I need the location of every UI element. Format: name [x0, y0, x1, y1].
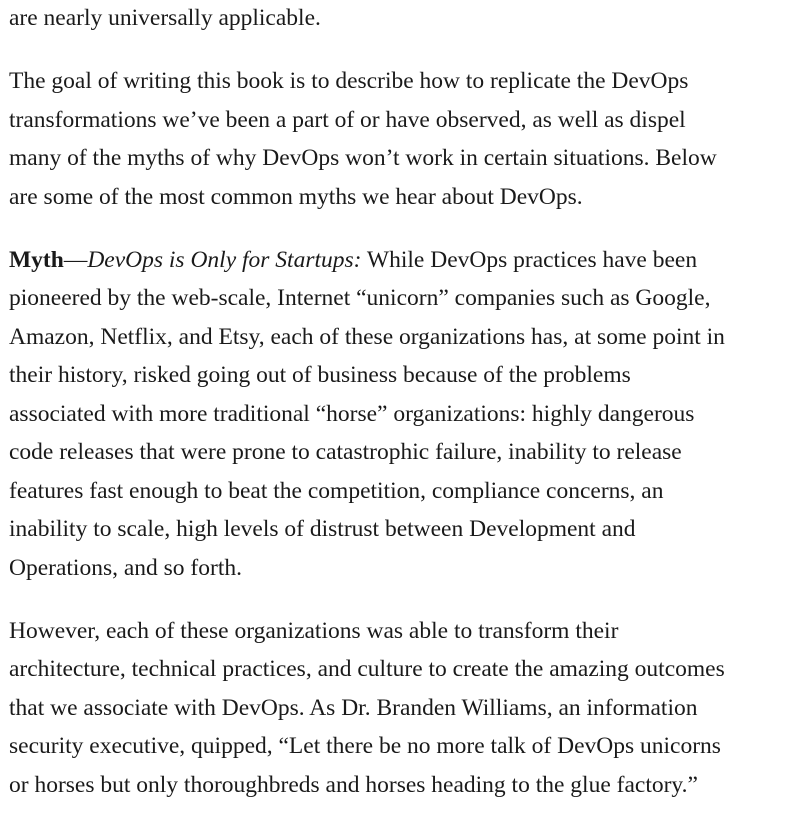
book-page [9, 0, 793, 829]
text-line: Operations, and so forth. [9, 554, 242, 581]
myth-dash: — [63, 246, 88, 273]
myth-first-line-text: While DevOps practices have been [361, 246, 698, 273]
text-line: or horses but only thoroughbreds and horses heading to the glue factory.” [9, 771, 698, 798]
text-line: associated with more traditional “horse” organizations: highly dangerous [9, 400, 695, 427]
text-line: security executive, quipped, “Let there be no more talk of DevOps unicorns [9, 733, 721, 759]
paragraph-transformation [9, 612, 793, 805]
text-line: However, each of these organizations was able to transform their [9, 617, 619, 644]
text-line: pioneered by the web-scale, Internet “unicorn” companies such as Google, [9, 285, 711, 311]
paragraph-intro-end [9, 0, 793, 38]
paragraph-myth-startups [9, 241, 793, 588]
text-line: The goal of writing this book is to describe how to replicate the DevOps [9, 68, 689, 94]
text-line: code releases that were prone to catastrophic failure, inability to release [9, 439, 682, 465]
text-line: Amazon, Netflix, and Etsy, each of these organizations has, at some point in [9, 323, 725, 350]
text-line: features fast enough to beat the competition, compliance concerns, an [9, 477, 664, 504]
paragraph-book-goal [9, 62, 793, 216]
myth-title: DevOps is Only for Startups: [87, 246, 362, 273]
text-line: are some of the most common myths we hear about DevOps. [9, 183, 583, 210]
text-line: are nearly universally applicable. [9, 5, 321, 31]
myth-label: Myth [9, 246, 64, 273]
myth-first-line [9, 241, 793, 280]
text-line: their history, risked going out of business because of the problems [9, 362, 631, 388]
text-line: inability to scale, high levels of distrust between Development and [9, 516, 636, 542]
text-line: architecture, technical practices, and culture to create the amazing outcomes [9, 656, 725, 682]
text-line: many of the myths of why DevOps won’t work in certain situations. Below [9, 145, 717, 171]
text-line: transformations we’ve been a part of or have observed, as well as dispel [9, 106, 686, 133]
text-line: that we associate with DevOps. As Dr. Branden Williams, an information [9, 694, 698, 721]
